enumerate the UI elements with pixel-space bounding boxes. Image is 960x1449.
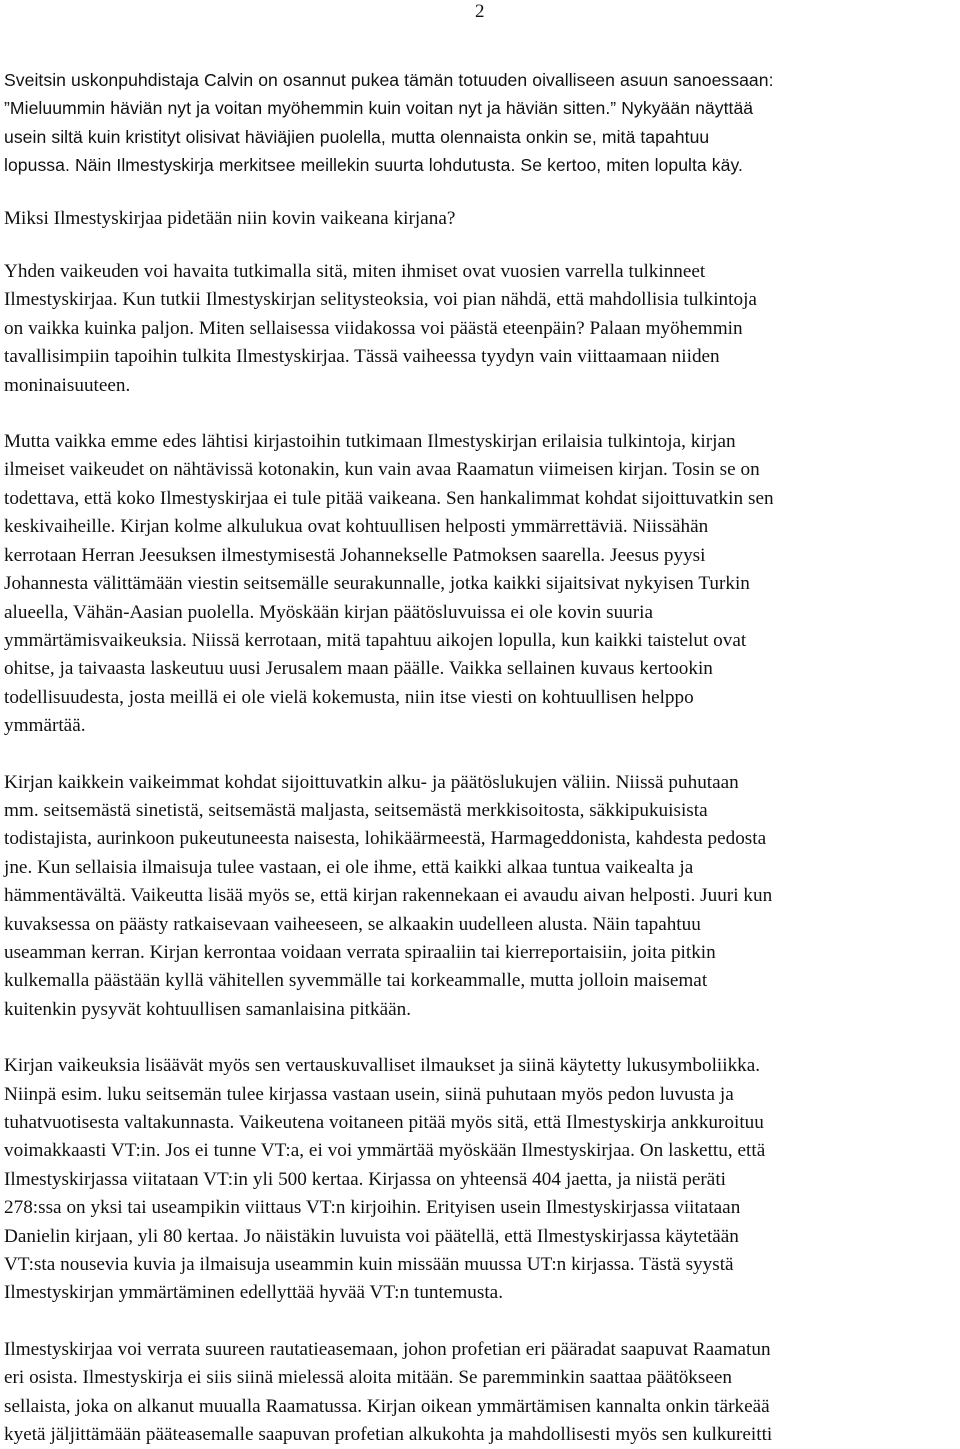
text-line: keskivaiheille. Kirjan kolme alkulukua ovat kohtuullisen helposti ymmärrettäviä. Niissähän	[4, 516, 709, 538]
paragraph-interpretations	[4, 258, 958, 400]
text-line: todellisuudesta, josta meillä ei ole vielä kokemusta, niin itse viesti on kohtuullisen helppo	[4, 686, 694, 708]
text-line: ymmärtää.	[4, 715, 86, 737]
text-line: kyetä jäljittämään pääteasemalle saapuvan profetian alkukohta ja mahdollisesti myös sen kulkureitti	[4, 1424, 773, 1446]
text-line: todettava, että koko Ilmestyskirjaa ei tule pitää vaikeana. Sen hankalimmat kohdat sijoittuvatkin sen	[4, 487, 774, 509]
text-line: mm. seitsemästä sinetistä, seitsemästä maljasta, seitsemästä merkkisoitosta, säkkipukuisista	[4, 799, 708, 821]
text-line: useamman kerran. Kirjan kerrontaa voidaan verrata spiraaliin tai kierreportaisiin, joita pitkin	[4, 941, 716, 963]
text-line: Yhden vaikeuden voi havaita tutkimalla sitä, miten ihmiset ovat vuosien varrella tulkinneet	[4, 261, 706, 283]
text-line: VT:sta nousevia kuvia ja ilmaisuja useammin kuin missään muussa UT:n kirjassa. Tästä syystä	[4, 1254, 734, 1276]
text-line: on vaikka kuinka paljon. Miten sellaisessa viidakossa voi päästä eteenpäin? Palaan myöhemmin	[4, 317, 743, 339]
text-line: 278:ssa on yksi tai useampikin viittaus VT:n kirjoihin. Erityisen usein Ilmestyskirjassa viitataan	[4, 1197, 741, 1219]
text-line: ymmärtämisvaikeuksia. Niissä kerrotaan, mitä tapahtuu aikojen lopulla, kun kaikki taistelut ovat	[4, 629, 747, 651]
text-line: Sveitsin uskonpuhdistaja Calvin on osannut pukea tämän totuuden oivalliseen asuun sanoessaan:	[4, 70, 774, 90]
text-line: Ilmestyskirjan ymmärtäminen edellyttää hyvää VT:n tuntemusta.	[4, 1282, 503, 1304]
text-line: tavallisimpiin tapoihin tulkita Ilmestyskirjaa. Tässä vaiheessa tyydyn vain viittaamaan niiden	[4, 346, 720, 368]
text-line: kuitenkin pysyvät kohtuullisen samanlaisina pitkään.	[4, 998, 412, 1020]
paragraph-middle-chapters	[4, 769, 958, 1025]
text-line: tuhatvuotisesta valtakunnasta. Vaikeutena voitaneen pitää myös sitä, että Ilmestyskirja ankkuroituu	[4, 1112, 764, 1133]
paragraph-difficulties	[4, 428, 958, 740]
text-line: Niinpä esim. luku seitsemän tulee kirjassa vastaan usein, siinä puhutaan myös pedon luvusta ja	[4, 1083, 734, 1105]
text-line: Mutta vaikka emme edes lähtisi kirjastoihin tutkimaan Ilmestyskirjan erilaisia tulkintoja, kirjan	[4, 431, 736, 453]
text-line: alueella, Vähän-Aasian puolella. Myöskään kirjan päätösluvuissa ei ole kovin suuria	[4, 601, 654, 623]
text-line: Kirjan vaikeuksia lisäävät myös sen vertauskuvalliset ilmaukset ja siinä käytetty lukusymboliikka.	[4, 1055, 761, 1077]
text-line: jne. Kun sellaisia ilmaisuja tulee vastaan, ei ole ihme, että kaikki alkaa tuntua vaikealta ja	[4, 856, 694, 878]
text-line: ohitse, ja taivaasta laskeutuu uusi Jerusalem maan päälle. Vaikka sellainen kuvaus kertookin	[4, 658, 713, 680]
text-line: hämmentävältä. Vaikeutta lisää myös se, että kirjan rakennekaan ei avaudu aivan helposti. Juuri kun	[4, 885, 773, 907]
document-body	[4, 66, 958, 1449]
text-line: voimakkaasti VT:in. Jos ei tunne VT:a, ei voi ymmärtää myöskään Ilmestyskirjaa. On laskettu, että	[4, 1140, 766, 1162]
text-line: todistajista, aurinkoon pukeutuneesta naisesta, lohikäärmeestä, Harmageddonista, kahdesta pedosta	[4, 828, 767, 850]
paragraph-calvin-quote	[4, 66, 958, 180]
text-line: sellaista, joka on alkanut muualla Raamatussa. Kirjan oikean ymmärtämisen kannalta onkin tärkeää	[4, 1395, 770, 1417]
text-line: usein siltä kuin kristityt olisivat häviäjien puolella, mutta olennaista onkin se, mitä tapahtuu	[4, 126, 710, 147]
text-line: Kirjan kaikkein vaikeimmat kohdat sijoittuvatkin alku- ja päätöslukujen väliin. Niissä puhutaan	[4, 771, 739, 793]
text-line: ilmeiset vaikeudet on nähtävissä kotonakin, kun vain avaa Raamatun viimeisen kirjan. Tosin se on	[4, 459, 760, 481]
text-line: kuvaksessa on päästy ratkaisevaan vaiheeseen, se alkaakin uudelleen alusta. Näin tapahtuu	[4, 913, 701, 935]
page-number: 2	[475, 1, 485, 22]
text-line: kulkemalla päästään kyllä vähitellen syvemmälle tai korkeammalle, mutta jolloin maisemat	[4, 970, 708, 992]
paragraph-symbolism	[4, 1052, 958, 1308]
text-line: Ilmestyskirjaa. Kun tutkii Ilmestyskirjan selitysteoksia, voi pian nähdä, että mahdollisia tulkintoja	[4, 289, 757, 311]
text-line: Ilmestyskirjaa voi verrata suureen rautatieasemaan, johon profetian eri pääradat saapuvat Raamatun	[4, 1338, 771, 1360]
text-line: Ilmestyskirjassa viitataan VT:in yli 500 kertaa. Kirjassa on yhteensä 404 jaetta, ja niistä peräti	[4, 1168, 726, 1190]
text-line: Danielin kirjaan, yli 80 kertaa. Jo näistäkin luvuista voi päätellä, että Ilmestyskirjassa käytetään	[4, 1225, 739, 1247]
text-line: Miksi Ilmestyskirjaa pidetään niin kovin vaikeana kirjana?	[4, 207, 456, 229]
text-line: kerrotaan Herran Jeesuksen ilmestymisestä Johannekselle Patmoksen saarella. Jeesus pyysi	[4, 544, 706, 566]
text-line: lopussa. Näin Ilmestyskirja merkitsee meillekin suurta lohdutusta. Se kertoo, miten lopulta käy.	[4, 155, 743, 176]
text-line: moninaisuuteen.	[4, 374, 131, 396]
text-line: Johannesta välittämään viestin seitsemälle seurakunnalle, jotka kaikki sijaitsivat nykyisen Turkin	[4, 573, 750, 595]
text-line: eri osista. Ilmestyskirja ei siis siinä mielessä aloita mitään. Se paremminkin saattaa päätökseen	[4, 1367, 732, 1389]
text-line: ”Mieluummin häviän nyt ja voitan myöhemmin kuin voitan nyt ja häviän sitten.” Nykyään näyttää	[4, 98, 754, 119]
paragraph-railway-station	[4, 1336, 958, 1449]
section-question	[4, 205, 958, 233]
